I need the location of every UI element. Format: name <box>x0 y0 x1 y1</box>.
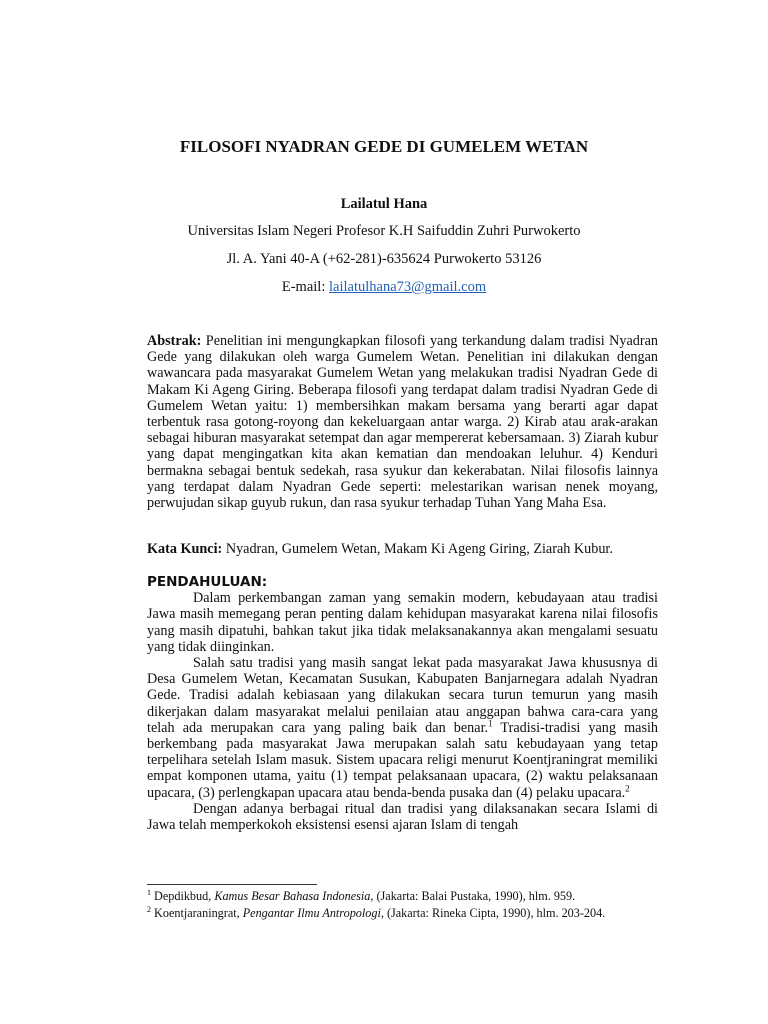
footnote-1-title: Kamus Besar Bahasa Indonesia <box>214 889 371 903</box>
paragraph-2-part-a: Salah satu tradisi yang masih sangat lekat pada masyarakat Jawa khususnya di Desa Gumelem Wetan, Kecamatan Susukan, Kabupaten Banjarnegara adalah Nyadran Gede. Tradisi adalah kebiasaan yang dilakukan secara turun temurun yang masih dikerjakan dalam masyarakat melalui penilaian atau anggapan bahwa cara-cara yang telah ada merupakan cara yang paling baik dan benar. <box>147 655 658 736</box>
footnote-divider <box>147 884 317 885</box>
footnote-2-title: Pengantar Ilmu Antropologi <box>242 906 381 920</box>
footnote-1 <box>147 888 658 905</box>
author-name: Lailatul Hana <box>340 196 428 212</box>
email-link[interactable]: lailatulhana73@gmail.com <box>329 279 487 295</box>
paragraph-3: Dengan adanya berbagai ritual dan tradisi yang dilaksanakan secara Islami di Jawa telah memperkokoh eksistensi esensi ajaran Islam di tengah <box>147 800 658 834</box>
keywords <box>147 541 658 557</box>
section-heading: PENDAHULUAN: <box>147 574 268 590</box>
footnote-1-details: , (Jakarta: Balai Pustaka, 1990), hlm. 959. <box>370 889 576 903</box>
abstract <box>147 333 658 511</box>
footnote-2-details: , (Jakarta: Rineka Cipta, 1990), hlm. 203-204. <box>380 906 606 920</box>
footnote-2 <box>147 905 658 922</box>
email-label: E-mail: <box>281 279 329 295</box>
email-line <box>0 279 768 296</box>
footnote-ref-1[interactable]: 1 <box>488 718 493 729</box>
keywords-label: Kata Kunci: <box>147 541 223 557</box>
paper-title: FILOSOFI NYADRAN GEDE DI GUMELEM WETAN <box>179 137 589 156</box>
affiliation: Universitas Islam Negeri Profesor K.H Saifuddin Zuhri Purwokerto <box>187 223 581 239</box>
introduction-section <box>147 574 658 833</box>
keywords-text: Nyadran, Gumelem Wetan, Makam Ki Ageng Giring, Ziarah Kubur. <box>222 541 613 557</box>
paragraph-1: Dalam perkembangan zaman yang semakin modern, kebudayaan atau tradisi Jawa masih memegang peran penting dalam kehidupan masyarakat karena nilai filosofis yang masih dipatuhi, bahkan takut jika tidak melaksanakannya akan mengalami sesuatu yang tidak diinginkan. <box>147 590 658 655</box>
footnote-ref-2[interactable]: 2 <box>625 782 630 793</box>
paragraph-2-part-b: Tradisi-tradisi yang masih berkembang pada masyarakat Jawa merupakan salah satu kebudayaan yang tetap terpelihara setelah Islam masuk. Sistem upacara religi menurut Koentjraningrat memiliki empat komponen utama, yaitu (1) tempat pelaksanaan upacara, (2) waktu pelaksanaan upacara, (3) perlengkapan upacara atau benda-benda pusaka dan (4) pelaku upacara. <box>147 719 658 801</box>
paragraph-2 <box>147 655 658 801</box>
footnote-2-author: Koentjaraningrat, <box>151 906 243 920</box>
footnotes <box>147 888 658 922</box>
abstract-text: Penelitian ini mengungkapkan filosofi yang terkandung dalam tradisi Nyadran Gede yang dilakukan oleh warga Gumelem Wetan. Penelitian ini dilakukan dengan wawancara pada masyarakat Gumelem Wetan yang melakukan tradisi Nyadran Gede di Makam Ki Ageng Giring. Beberapa filosofi yang terdapat dalam tradisi Nyadran Gede di Gumelem Wetan yaitu: 1) membersihkan makam bersama yang berarti agar dapat terbentuk rasa gotong-royong dan kekeluargaan antar warga. 2) Kirab atau arak-arakan sebagai hiburan masyarakat setempat dan agar mempererat kebersamaan. 3) Ziarah kubur yang dapat mengingatkan kita akan kematian dan mendoakan leluhur. 4) Kenduri bermakna sebagai bentuk sedekah, rasa syukur dan kekerabatan. Nilai filosofis lainnya yang terdapat dalam Nyadran Gede seperti: melestarikan warisan nenek moyang, perwujudan sikap guyub rukun, dan rasa syukur terhadap Tuhan Yang Maha Esa. <box>147 333 658 512</box>
footnote-1-number: 1 <box>147 887 151 897</box>
footnote-2-number: 2 <box>147 904 151 914</box>
address: Jl. A. Yani 40-A (+62-281)-635624 Purwokerto 53126 <box>226 251 542 267</box>
footnote-1-author: Depdikbud, <box>151 889 215 903</box>
abstract-label: Abstrak: <box>147 333 202 349</box>
